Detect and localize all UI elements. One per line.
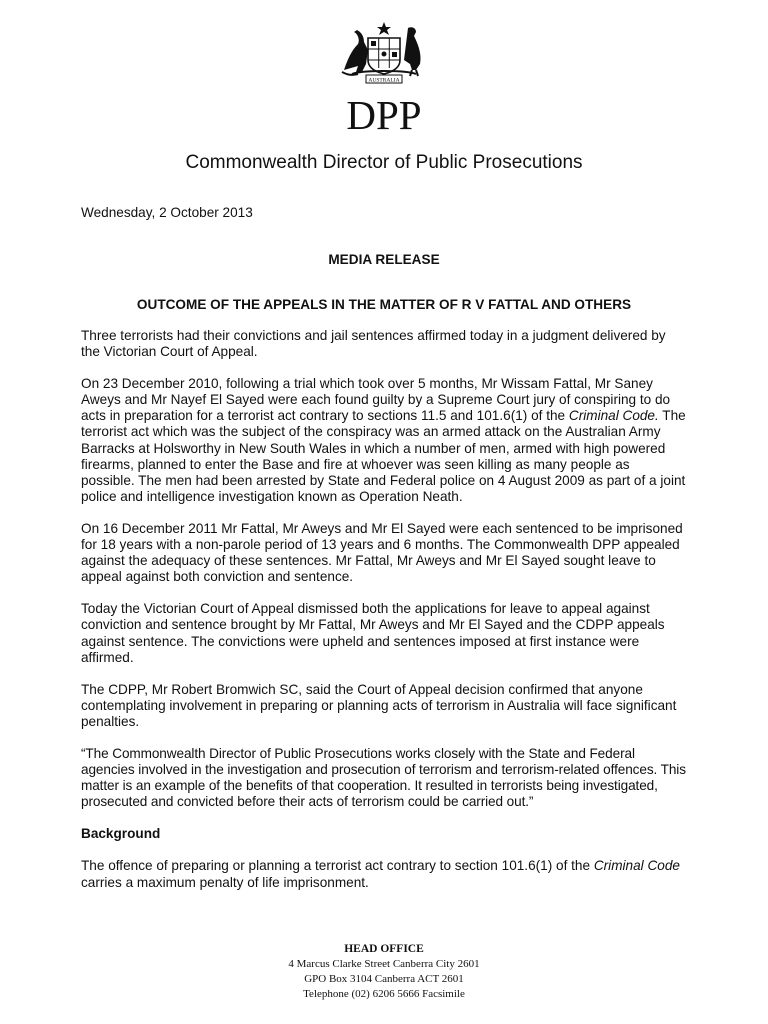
footer-address: 4 Marcus Clarke Street Canberra City 2601 bbox=[288, 958, 480, 970]
release-headline: OUTCOME OF THE APPEALS IN THE MATTER OF R V FATTAL AND OTHERS bbox=[136, 297, 632, 312]
paragraph-trial bbox=[81, 376, 687, 505]
footer-phone: Telephone (02) 6206 5666 Facsimile bbox=[303, 988, 465, 1000]
paragraph-sentencing: On 16 December 2011 Mr Fattal, Mr Aweys and Mr El Sayed were each sentenced to be imprisoned for 18 years with a non-parole period of 13 years and 6 months. The Commonwealth DPP appealed against the adequacy of these sentences. Mr Fattal, Mr Aweys and Mr El Sayed sought leave to appeal against both conviction and sentence. bbox=[81, 520, 683, 585]
paragraph-cdpp-statement: The CDPP, Mr Robert Bromwich SC, said the Court of Appeal decision confirmed that anyone contemplating involvement in preparing or planning acts of terrorism in Australia will face significant penalties. bbox=[81, 681, 677, 729]
footer bbox=[0, 942, 768, 1002]
coat-of-arms-icon bbox=[338, 20, 430, 84]
organisation-name: Commonwealth Director of Public Prosecutions bbox=[185, 152, 583, 173]
dpp-logo-text: DPP bbox=[346, 92, 422, 138]
background-text-a: The offence of preparing or planning a terrorist act contrary to section 101.6(1) of the bbox=[81, 858, 594, 874]
paragraph-trial-text-a: On 23 December 2010, following a trial which took over 5 months, Mr Wissam Fattal, Mr Saney Aweys and Mr Nayef El Sayed were each found guilty by a Supreme Court jury of conspiring to do acts in preparation for a terrorist act contrary to sections 11.5 and 101.6(1) of the bbox=[81, 376, 671, 424]
footer-office: HEAD OFFICE bbox=[344, 943, 424, 955]
release-date: Wednesday, 2 October 2013 bbox=[81, 205, 253, 220]
media-release-label: MEDIA RELEASE bbox=[328, 252, 440, 267]
release-body bbox=[81, 328, 687, 907]
paragraph-trial-text-b: The terrorist act which was the subject of the conspiracy was an armed attack on the Australian Army Barracks at Holsworthy in New South Wales in which a number of men, armed with high powered firearms, planned to enter the Base and fire at whoever was seen killing as many people as possible. The men had been arrested by State and Federal police on 4 August 2009 as part of a joint police and intelligence investigation known as Operation Neath. bbox=[81, 408, 686, 504]
crest-caption: AUSTRALIA bbox=[368, 77, 400, 84]
criminal-code-italic: Criminal Code. bbox=[568, 408, 659, 424]
background-heading: Background bbox=[81, 826, 161, 842]
background-italic: Criminal Code bbox=[593, 858, 680, 874]
footer-postal: GPO Box 3104 Canberra ACT 2601 bbox=[304, 973, 464, 985]
paragraph-background bbox=[81, 858, 687, 890]
background-text-b: carries a maximum penalty of life imprisonment. bbox=[81, 874, 369, 890]
paragraph-intro: Three terrorists had their convictions and jail sentences affirmed today in a judgment delivered by the Victorian Court of Appeal. bbox=[81, 328, 666, 360]
paragraph-quote: “The Commonwealth Director of Public Prosecutions works closely with the State and Federal agencies involved in the investigation and prosecution of terrorism and terrorism-related offences. This matter is an example of the benefits of that cooperation. It resulted in terrorists being investigated, prosecuted and convicted before their acts of terrorism could be carried out.” bbox=[81, 745, 686, 810]
paragraph-appeal-outcome: Today the Victorian Court of Appeal dismissed both the applications for leave to appeal against conviction and sentence brought by Mr Fattal, Mr Aweys and Mr El Sayed and the CDPP appeals against sentence. The convictions were upheld and sentences imposed at first instance were affirmed. bbox=[81, 601, 665, 665]
